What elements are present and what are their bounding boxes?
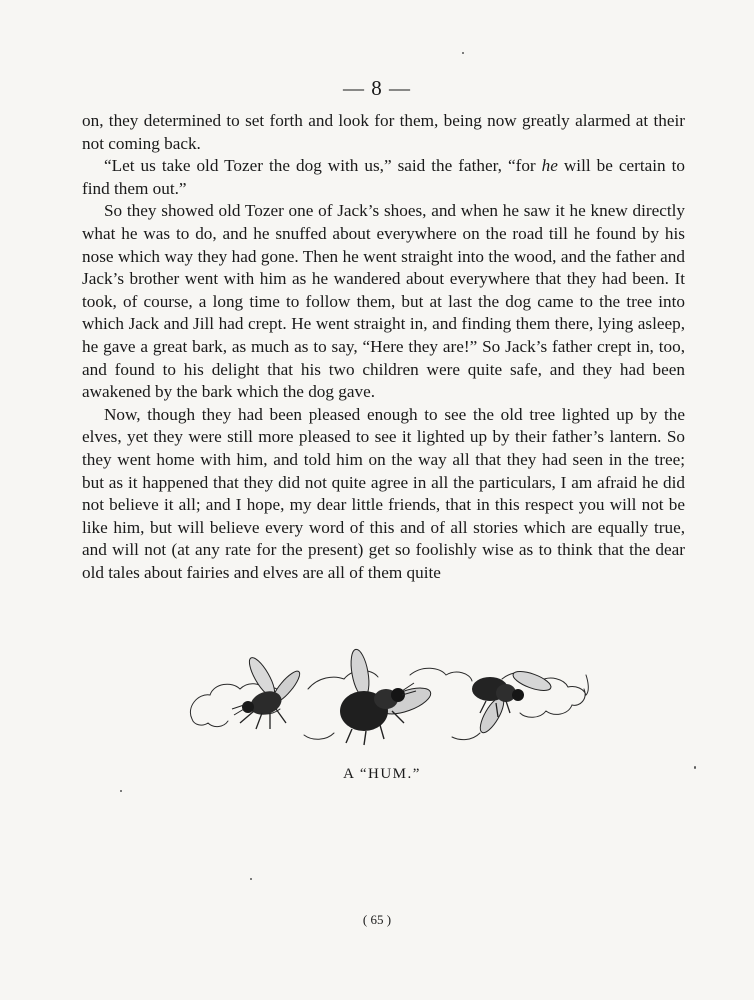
chapter-number: — 8 —: [343, 76, 411, 100]
paper-speck: [694, 766, 696, 769]
paper-speck: [120, 790, 122, 792]
illustration-caption: A “HUM.”: [343, 766, 421, 782]
bees-illustration: [184, 645, 594, 755]
bee-middle: [340, 648, 434, 745]
paper-speck: [250, 878, 252, 880]
bee-right: [472, 668, 553, 736]
bee-left: [232, 654, 303, 729]
paragraph-4: Now, though they had been pleased enough to see the old tree lighted up by the elves, yet they were still more pleased to see it lighted up by their father’s lantern. So they went home with him, and told him on the way all that they had seen in the tree; but as it happened that they did not quite agree in all the particulars, I am afraid he did not believe it all; and I hope, my dear little friends, that in this respect you will not be like him, but will believe every word of this and of all stories which are equally true, and will not (at any rate for the present) get so foolishly wise as to think that the dear old tales about fairies and elves are all of them quite: [82, 404, 685, 582]
paper-speck: [462, 52, 464, 54]
paragraph-2-emphasis: he: [541, 156, 558, 176]
paragraph-1: on, they determined to set forth and look for them, being now greatly alarmed at their not coming back.: [82, 111, 685, 153]
paragraph-2: [82, 155, 685, 200]
paragraph-3: So they showed old Tozer one of Jack’s shoes, and when he saw it he knew directly what he was to do, and he snuffed about everywhere on the road till he found by his nose which way they had gone. Then he went straight into the wood, and the father and Jack’s brother went with him as he wandered about everywhere that they had been. It took, of course, a long time to follow them, but at last the dog came to the tree into which Jack and Jill had crept. He went straight in, and finding them there, lying asleep, he gave a great bark, as much as to say, “Here they are!” So Jack’s father crept in, too, and found to his delight that his two children were quite safe, and they had been awakened by the bark which the dog gave.: [82, 201, 685, 402]
paragraph-2-end: will be certain to find them out.”: [82, 156, 685, 198]
body-text: [82, 110, 685, 584]
page-number: ( 65 ): [362, 912, 392, 927]
paragraph-2-start: “Let us take old Tozer the dog with us,” said the father, “for: [104, 156, 542, 176]
